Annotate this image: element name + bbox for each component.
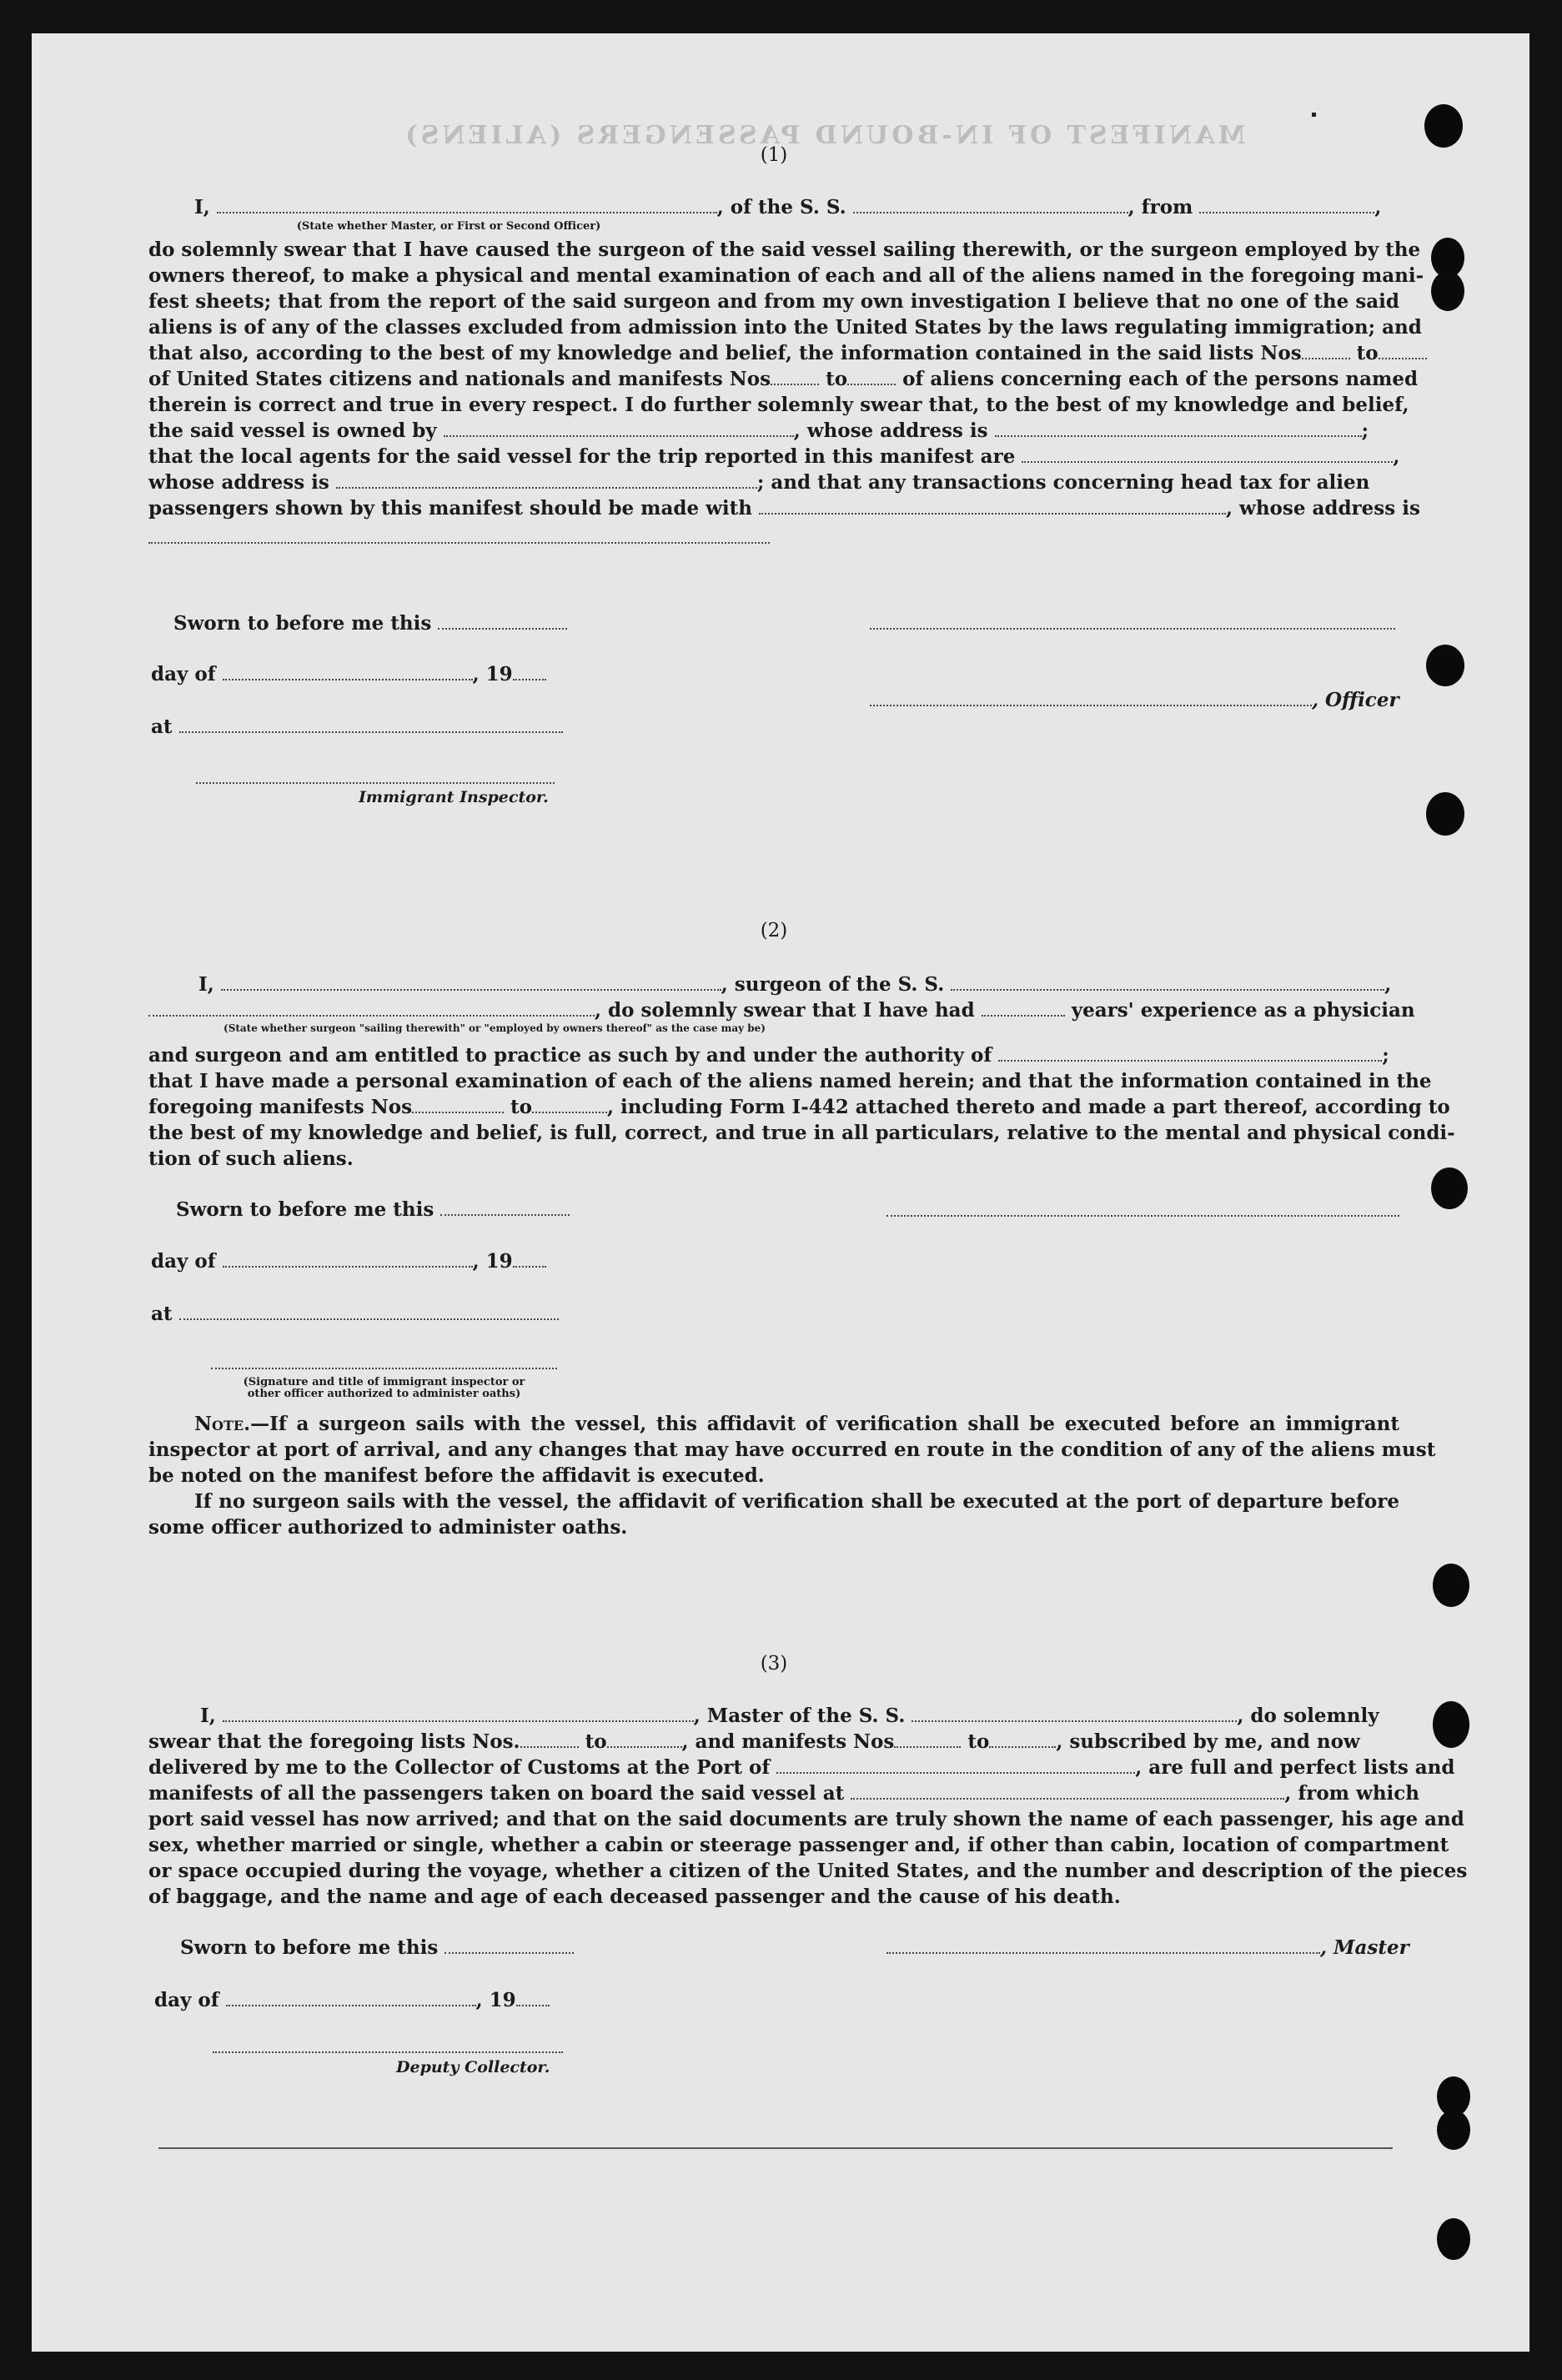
section-1-line-3: owners thereof, to make a physical and mental examination of each and all of the aliens named in the foregoing mani- bbox=[148, 264, 1424, 287]
section-3-line-7: or space occupied during the voyage, whether a citizen of the United States, and the number and description of the pieces bbox=[148, 1860, 1468, 1882]
inspector-caption: Immigrant Inspector. bbox=[359, 788, 549, 806]
vessel-name-field[interactable] bbox=[853, 212, 1128, 213]
officer-rank-field[interactable] bbox=[217, 212, 717, 213]
section-1-line-2: do solemnly swear that I have caused the surgeon of the said vessel sailing therewith, or the surgeon employed by the bbox=[148, 239, 1421, 261]
section-1-line-4: fest sheets; that from the report of the said surgeon and from my own investigation I believe that no one of the said bbox=[148, 290, 1399, 313]
section-3-day-of: day of , 19 bbox=[154, 1987, 550, 2013]
collector-caption: Deputy Collector. bbox=[396, 2058, 550, 2076]
inspector-signature-line[interactable] bbox=[211, 1368, 557, 1369]
section-1-day-of: day of , 19 bbox=[151, 661, 546, 687]
section-1-line-5: aliens is of any of the classes excluded from admission into the United States by the laws regulating immigration; and bbox=[148, 316, 1422, 339]
section-3-line-1: I, , Master of the S. S. , do solemnly bbox=[200, 1705, 1379, 1727]
local-agents-field[interactable] bbox=[1022, 461, 1393, 463]
section-1-line-6: that also, according to the best of my knowledge and belief, the information contained in the said lists Nos to bbox=[148, 340, 1399, 366]
officer-signature-row: , Officer bbox=[870, 687, 1399, 713]
day-of-month-field[interactable] bbox=[226, 2005, 476, 2006]
surgeon-name-field[interactable] bbox=[221, 989, 721, 991]
note-line-1: Note.—If a surgeon sails with the vessel, this affidavit of verification shall be executed before an immigrant bbox=[194, 1413, 1399, 1435]
section-2-line-7: tion of such aliens. bbox=[148, 1147, 354, 1170]
section-2-number: (2) bbox=[760, 920, 788, 941]
day-of-month-field[interactable] bbox=[223, 1266, 473, 1268]
master-list-to-field[interactable] bbox=[607, 1746, 682, 1748]
section-2-line-2: , do solemnly swear that I have had years' experience as a physician bbox=[148, 997, 1399, 1023]
head-tax-contact-field[interactable] bbox=[759, 513, 1226, 515]
bottom-rule bbox=[158, 2147, 1393, 2149]
section-1-sworn: Sworn to before me this bbox=[173, 610, 567, 636]
sworn-date-field[interactable] bbox=[444, 1952, 574, 1954]
place-field[interactable] bbox=[179, 731, 563, 733]
agents-address-field[interactable] bbox=[336, 487, 757, 489]
section-3-number: (3) bbox=[760, 1653, 788, 1675]
years-experience-field[interactable] bbox=[982, 1015, 1065, 1017]
section-1-line-7: of United States citizens and nationals and manifests Nos to of aliens concerning each of the persons named bbox=[148, 368, 1419, 390]
note-line-3: be noted on the manifest before the affidavit is executed. bbox=[148, 1464, 765, 1487]
section-1-line-11: whose address is ; and that any transactions concerning head tax for alien bbox=[148, 471, 1370, 494]
section-1-number: (1) bbox=[760, 144, 788, 166]
inspector-signature-line[interactable] bbox=[196, 782, 555, 784]
surgeon-vessel-field[interactable] bbox=[951, 989, 1384, 991]
port-of-embarkation-field[interactable] bbox=[851, 1798, 1284, 1800]
master-vessel-field[interactable] bbox=[912, 1720, 1237, 1722]
section-1-line-8: therein is correct and true in every respect. I do further solemnly swear that, to the best of my knowledge and belief, bbox=[148, 394, 1409, 416]
section-3-line-4: manifests of all the passengers taken on board the said vessel at , from which bbox=[148, 1782, 1420, 1805]
document-page bbox=[32, 33, 1529, 2352]
punch-hole bbox=[1433, 1701, 1469, 1748]
owner-address-field[interactable] bbox=[995, 435, 1362, 437]
section-2-sworn: Sworn to before me this bbox=[176, 1197, 570, 1223]
note-line-4: If no surgeon sails with the vessel, the affidavit of verification shall be executed at the port of departure before bbox=[194, 1490, 1399, 1513]
manifest-no-to-field[interactable] bbox=[847, 384, 896, 385]
surgeon-status-field[interactable] bbox=[148, 1015, 595, 1017]
master-name-field[interactable] bbox=[223, 1720, 694, 1722]
surgeon-manifest-to-field[interactable] bbox=[532, 1112, 607, 1113]
master-signature-field[interactable] bbox=[886, 1952, 1320, 1954]
punch-hole bbox=[1426, 792, 1464, 836]
punch-hole bbox=[1433, 1564, 1469, 1607]
section-1-at: at bbox=[151, 714, 563, 740]
section-3-sworn: Sworn to before me this bbox=[180, 1935, 574, 1961]
surgeon-manifest-from-field[interactable] bbox=[412, 1112, 504, 1113]
master-signature-row: , Master bbox=[886, 1935, 1409, 1961]
place-field[interactable] bbox=[179, 1318, 559, 1320]
section-3-line-3: delivered by me to the Collector of Customs at the Port of , are full and perfect lists and bbox=[148, 1756, 1455, 1779]
signature-caption-line-1: (Signature and title of immigrant inspector or bbox=[243, 1376, 525, 1388]
signature-caption-line-2: other officer authorized to administer oaths) bbox=[247, 1388, 521, 1400]
section-1-line-1: I, , of the S. S. , from , bbox=[194, 196, 1382, 218]
officer-rank-caption: (State whether Master, or First or Second Officer) bbox=[296, 220, 601, 233]
departure-port-field[interactable] bbox=[1199, 212, 1374, 213]
year-field[interactable] bbox=[516, 2005, 550, 2006]
section-2-line-4: that I have made a personal examination of each of the aliens named herein; and that the information contained in the bbox=[148, 1070, 1432, 1092]
officer-name-field[interactable] bbox=[870, 705, 1312, 706]
punch-hole bbox=[1437, 2110, 1470, 2150]
section-3-line-2: swear that the foregoing lists Nos. to , and manifests Nos to , subscribed by me, and now bbox=[148, 1730, 1360, 1753]
section-2-day-of: day of , 19 bbox=[151, 1248, 546, 1274]
scan-mark bbox=[1312, 113, 1316, 117]
list-no-from-field[interactable] bbox=[1302, 358, 1350, 359]
collector-signature-line[interactable] bbox=[213, 2051, 563, 2053]
section-2-line-1: I, , surgeon of the S. S. , bbox=[198, 973, 1392, 996]
punch-hole bbox=[1437, 2218, 1470, 2260]
sworn-date-field[interactable] bbox=[440, 1214, 570, 1216]
surgeon-signature-line[interactable] bbox=[886, 1215, 1399, 1217]
head-tax-address-field[interactable] bbox=[148, 542, 770, 544]
punch-hole bbox=[1424, 104, 1463, 148]
section-3-line-5: port said vessel has now arrived; and that on the said documents are truly shown the name of each passenger, his age and bbox=[148, 1808, 1464, 1830]
note-line-5: some officer authorized to administer oaths. bbox=[148, 1516, 628, 1539]
manifest-no-from-field[interactable] bbox=[771, 384, 819, 385]
licensing-authority-field[interactable] bbox=[998, 1060, 1382, 1062]
section-2-line-5: foregoing manifests Nos to , including Form I-442 attached thereto and made a part thereof, according to bbox=[148, 1096, 1450, 1118]
section-3-line-8: of baggage, and the name and age of each deceased passenger and the cause of his death. bbox=[148, 1885, 1121, 1908]
port-of-arrival-field[interactable] bbox=[776, 1772, 1135, 1774]
section-2-line-6: the best of my knowledge and belief, is full, correct, and true in all particulars, relative to the mental and physical condi- bbox=[148, 1122, 1455, 1144]
section-1-line-12: passengers shown by this manifest should be made with , whose address is bbox=[148, 497, 1420, 520]
sworn-date-field[interactable] bbox=[438, 628, 567, 630]
list-no-to-field[interactable] bbox=[1379, 358, 1427, 359]
punch-hole bbox=[1431, 271, 1464, 311]
year-field[interactable] bbox=[513, 1266, 546, 1268]
section-3-line-6: sex, whether married or single, whether a cabin or steerage passenger and, if other than cabin, location of compartment bbox=[148, 1834, 1449, 1856]
bleed-through-title: MANIFEST OF IN-BOUND PASSENGERS (ALIENS) bbox=[402, 121, 1246, 150]
year-field[interactable] bbox=[513, 679, 546, 680]
vessel-owner-field[interactable] bbox=[444, 435, 794, 437]
master-manifest-from-field[interactable] bbox=[894, 1746, 961, 1748]
note-line-2: inspector at port of arrival, and any changes that may have occurred en route in the condition of any of the aliens must bbox=[148, 1439, 1436, 1461]
master-list-from-field[interactable] bbox=[520, 1746, 579, 1748]
punch-hole bbox=[1426, 645, 1464, 686]
section-2-line-3: and surgeon and am entitled to practice as such by and under the authority of ; bbox=[148, 1044, 1389, 1067]
section-2-at: at bbox=[151, 1301, 559, 1327]
surgeon-status-caption: (State whether surgeon "sailing therewith" or "employed by owners thereof" as the case may be) bbox=[224, 1022, 766, 1034]
master-manifest-to-field[interactable] bbox=[989, 1746, 1056, 1748]
section-1-line-10: that the local agents for the said vessel for the trip reported in this manifest are , bbox=[148, 445, 1400, 468]
punch-hole bbox=[1431, 1167, 1468, 1209]
day-of-month-field[interactable] bbox=[223, 679, 473, 680]
section-1-line-9: the said vessel is owned by , whose address is ; bbox=[148, 419, 1369, 442]
officer-signature-line[interactable] bbox=[870, 628, 1395, 630]
